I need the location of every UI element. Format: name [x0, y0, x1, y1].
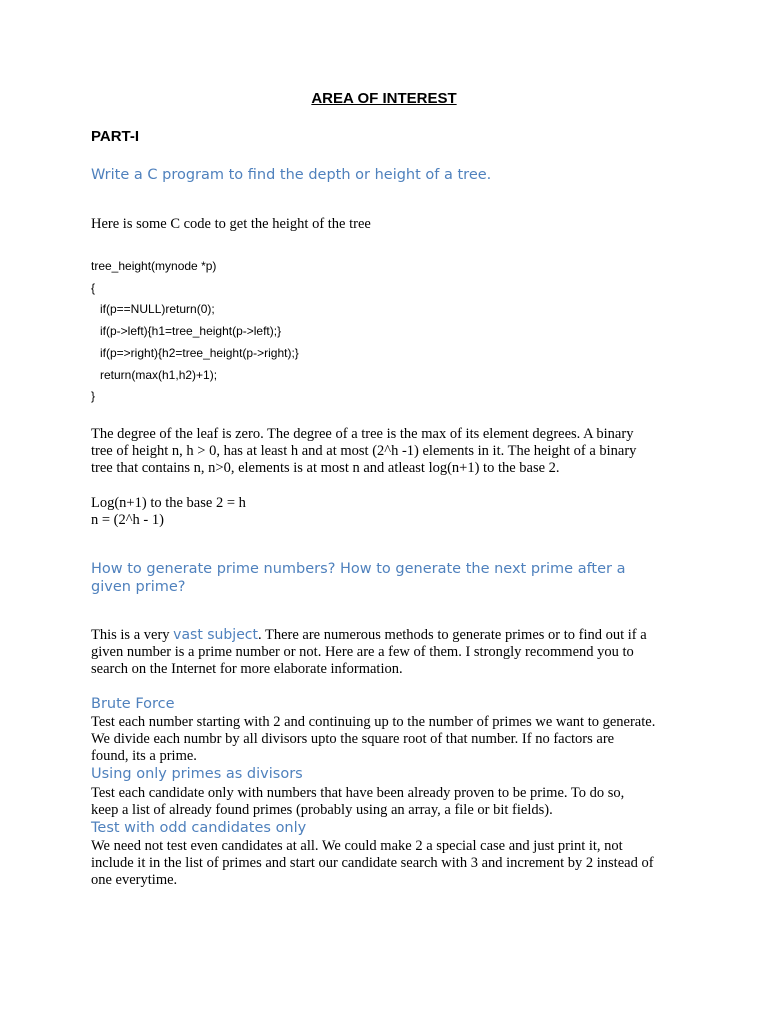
brute-force-heading: Brute Force — [91, 696, 175, 712]
primes-divisors-paragraph — [91, 785, 691, 819]
paragraph-line: found, its a prime. — [91, 748, 197, 765]
code-line: if(p->left){h1=tree_height(p->left);} — [100, 324, 282, 338]
paragraph-line: keep a list of already found primes (probably using an array, a file or bit fields). — [91, 802, 553, 819]
code-line: } — [91, 389, 96, 403]
paragraph-line: Test each candidate only with numbers that have been already proven to be prime. To do so, — [91, 785, 625, 801]
question-1-intro: Here is some C code to get the height of the tree — [91, 216, 371, 232]
paragraph-line: The degree of the leaf is zero. The degree of a tree is the max of its element degrees. A binary — [91, 426, 634, 442]
paragraph-line: We divide each numbr by all divisors upto the square root of that number. If no factors are — [91, 731, 615, 748]
odd-candidates-heading: Test with odd candidates only — [91, 820, 307, 836]
code-line: { — [91, 281, 96, 295]
paragraph-line: tree that contains n, n>0, elements is at most n and atleast log(n+1) to the base 2. — [91, 460, 560, 477]
formula-block — [91, 495, 691, 529]
code-line: if(p=>right){h2=tree_height(p->right);} — [100, 346, 299, 360]
paragraph-line — [91, 627, 691, 644]
code-line: tree_height(mynode *p) — [91, 259, 217, 273]
code-line: return(max(h1,h2)+1); — [100, 368, 218, 382]
question-1-heading: Write a C program to find the depth or height of a tree. — [91, 167, 492, 183]
paragraph-line: include it in the list of primes and start our candidate search with 3 and increment by 2 instead of — [91, 855, 654, 872]
vast-subject-paragraph — [91, 627, 691, 679]
code-line: if(p==NULL)return(0); — [100, 302, 215, 316]
part-heading: PART-I — [91, 128, 140, 145]
text-suffix: . There are numerous methods to generate primes or to find out if a — [258, 627, 647, 643]
paragraph-line: search on the Internet for more elaborate information. — [91, 661, 403, 678]
text-prefix: This is a very — [91, 627, 174, 643]
paragraph-line: one everytime. — [91, 872, 178, 889]
heading-line: How to generate prime numbers? How to generate the next prime after a — [91, 561, 626, 577]
paragraph-line: tree of height n, h > 0, has at least h and at most (2^h -1) elements in it. The height of a binary — [91, 443, 637, 460]
heading-line: given prime? — [91, 579, 186, 595]
brute-force-paragraph — [91, 714, 691, 766]
document-title: AREA OF INTEREST — [311, 90, 457, 107]
question-2-heading — [91, 560, 691, 596]
degree-paragraph — [91, 426, 691, 478]
paragraph-line: We need not test even candidates at all. We could make 2 a special case and just print it, not — [91, 838, 623, 854]
vast-subject-link[interactable]: vast subject — [173, 627, 258, 643]
formula-line: n = (2^h - 1) — [91, 512, 164, 529]
formula-line: Log(n+1) to the base 2 = h — [91, 495, 246, 511]
paragraph-line: Test each number starting with 2 and continuing up to the number of primes we want to generate. — [91, 714, 656, 730]
primes-divisors-heading: Using only primes as divisors — [91, 766, 303, 782]
paragraph-line: given number is a prime number or not. Here are a few of them. I strongly recommend you to — [91, 644, 634, 661]
odd-candidates-paragraph — [91, 838, 691, 890]
